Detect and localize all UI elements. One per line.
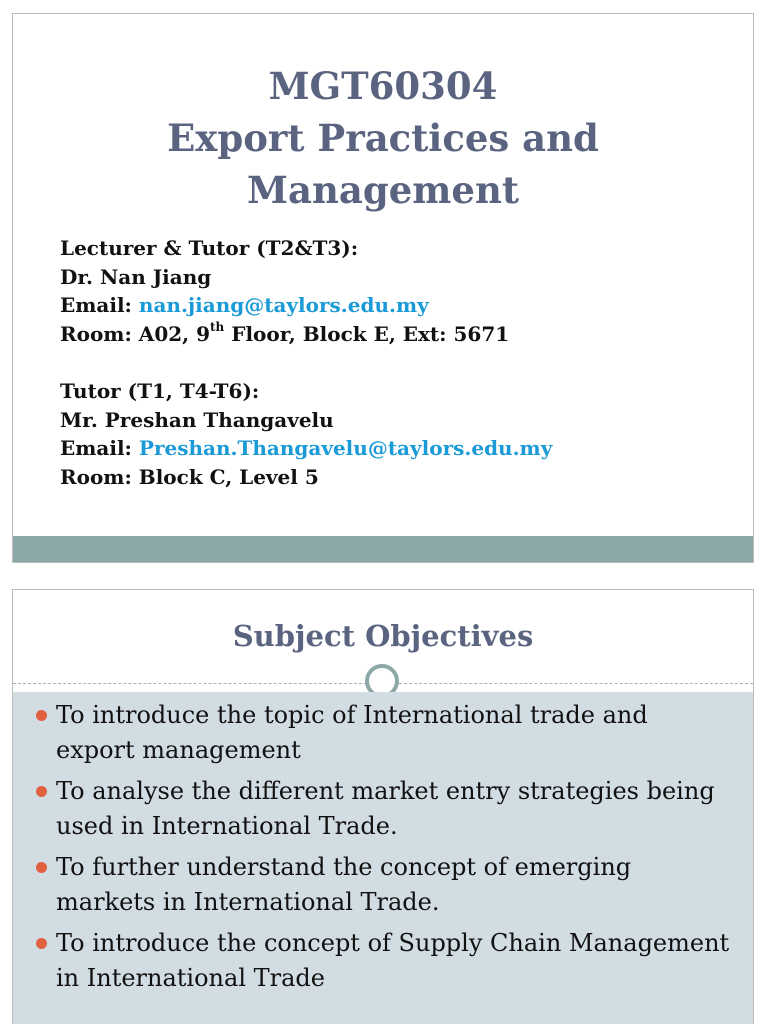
bullet-dot-icon — [36, 710, 47, 721]
lecturer-role: Lecturer & Tutor (T2&T3): — [60, 236, 359, 260]
objective-item — [33, 926, 733, 996]
course-title-line-2: Management — [247, 168, 519, 212]
bullet-dot-icon — [36, 862, 47, 873]
slide-title — [13, 60, 753, 216]
lecturer-room-suffix: Floor, Block E, Ext: 5671 — [224, 321, 510, 346]
tutor-email-link[interactable]: Preshan.Thangavelu@taylors.edu.my — [138, 436, 553, 460]
objective-text: To analyse the different market entry strategies being used in International Trade. — [56, 777, 715, 840]
objective-item — [33, 850, 733, 920]
lecturer-email-link[interactable]: nan.jiang@taylors.edu.my — [138, 293, 429, 317]
objective-text: To further understand the concept of emerging markets in International Trade. — [56, 853, 632, 916]
objective-text: To introduce the concept of Supply Chain Management in International Trade — [56, 929, 730, 992]
lecturer-room-ordinal: th — [210, 319, 225, 334]
bullet-dot-icon — [36, 938, 47, 949]
objective-text: To introduce the topic of International trade and export management — [56, 701, 648, 764]
tutor-email-label: Email: — [60, 436, 139, 460]
lecturer-email-line — [60, 291, 552, 320]
lecturer-name: Dr. Nan Jiang — [60, 264, 212, 289]
course-code: MGT60304 — [268, 64, 498, 108]
contact-info — [60, 234, 552, 491]
objective-item — [33, 698, 733, 768]
tutor-room: Room: Block C, Level 5 — [60, 464, 319, 489]
title-slide — [12, 13, 754, 563]
objective-item — [33, 774, 733, 844]
tutor-role: Tutor (T1, T4-T6): — [60, 379, 260, 403]
slide-title: Subject Objectives — [232, 619, 534, 653]
tutor-name: Mr. Preshan Thangavelu — [60, 407, 334, 432]
objectives-slide — [12, 589, 754, 1024]
tutor-email-line — [60, 434, 552, 463]
course-title-line-1: Export Practices and — [167, 116, 599, 160]
bullet-dot-icon — [36, 786, 47, 797]
lecturer-room — [60, 320, 552, 349]
footer-bar — [13, 536, 753, 562]
lecturer-room-prefix: Room: A02, 9 — [60, 321, 210, 346]
lecturer-email-label: Email: — [60, 293, 139, 317]
objectives-panel — [13, 692, 753, 1024]
objectives-list — [33, 698, 733, 1002]
